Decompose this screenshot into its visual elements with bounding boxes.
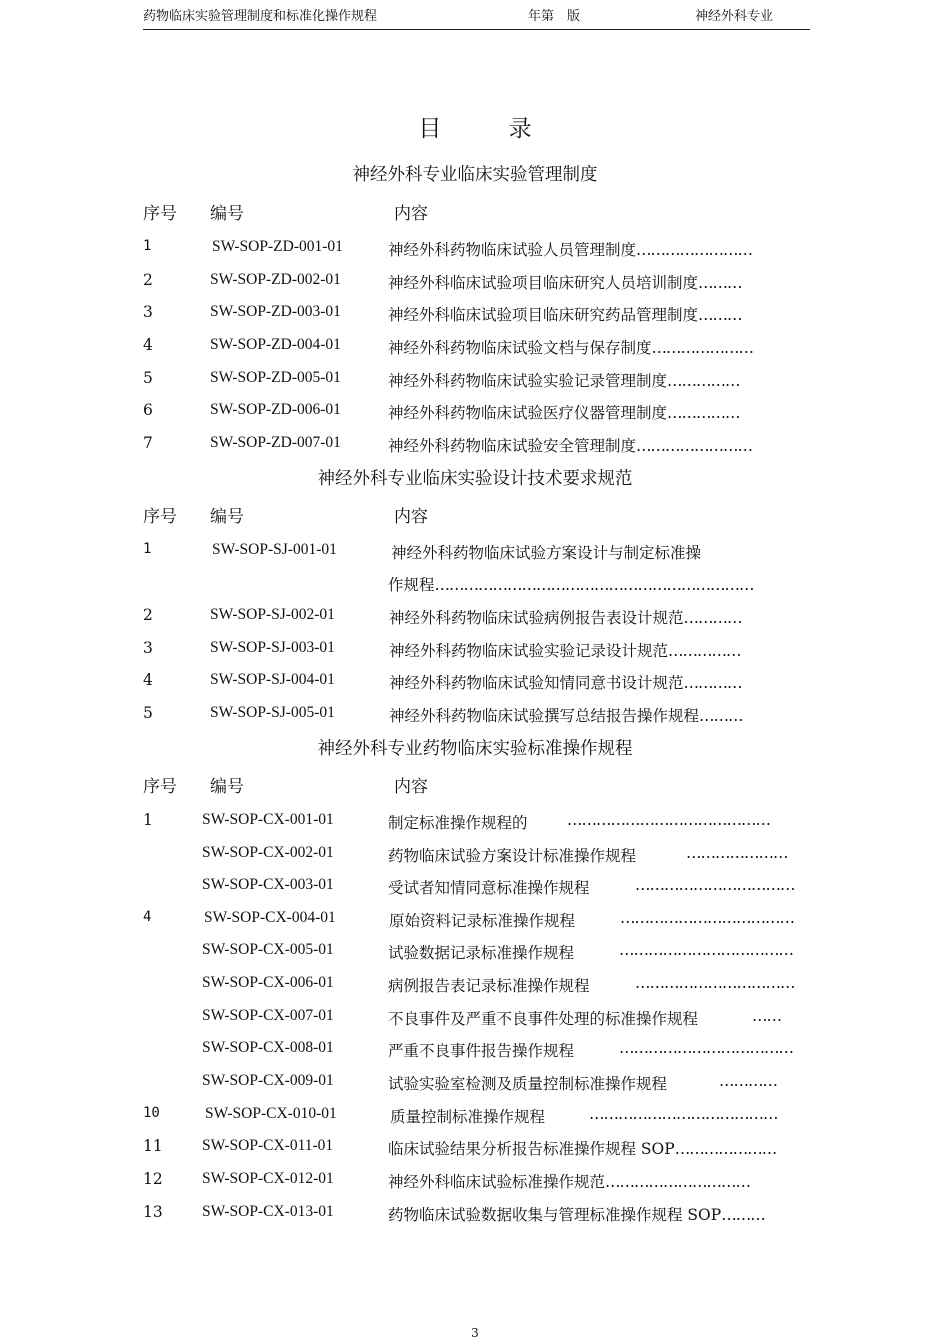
row-leader: …………………… [636, 241, 753, 259]
row-number: 4 [143, 671, 153, 689]
col-content: 内容 [394, 204, 428, 224]
col-code: 编号 [210, 204, 244, 224]
row-code: SW-SOP-ZD-001-01 [212, 238, 343, 255]
toc-row[interactable] [143, 271, 810, 295]
row-leader: …… [752, 1007, 781, 1025]
toc-row[interactable] [143, 671, 810, 695]
toc-row[interactable] [143, 1105, 810, 1129]
row-leader: ……………………………… [620, 909, 794, 927]
row-code: SW-SOP-CX-008-01 [202, 1039, 334, 1056]
row-number: 5 [143, 369, 153, 387]
row-leader: ………………… [674, 1140, 777, 1158]
row-content [388, 369, 740, 391]
column-header [143, 199, 810, 223]
toc-row[interactable] [143, 401, 810, 425]
row-content-text: 神经外科药物临床试验实验记录设计规范 [389, 642, 669, 660]
row-content-text: 试验数据记录标准操作规程 [388, 944, 575, 962]
row-content [388, 336, 753, 358]
column-header [143, 502, 810, 526]
row-content [388, 1203, 765, 1225]
toc-row[interactable] [143, 704, 810, 728]
row-number: 13 [143, 1203, 163, 1221]
row-content-text: 神经外科临床试验项目临床研究药品管理制度 [388, 306, 699, 324]
toc-row[interactable] [143, 811, 810, 835]
row-content-text: 神经外科药物临床试验医疗仪器管理制度 [388, 404, 668, 422]
row-number: 1 [143, 811, 153, 829]
row-leader: ………………………… [605, 1173, 751, 1191]
row-content [388, 303, 742, 325]
row-content-text: 神经外科药物临床试验方案设计与制定标准操 [391, 544, 702, 562]
toc-row[interactable] [143, 639, 810, 663]
row-number: 6 [143, 401, 153, 419]
row-content-text: 不良事件及严重不良事件处理的标准操作规程 [388, 1010, 699, 1028]
row-code: SW-SOP-CX-003-01 [202, 876, 334, 893]
toc-row[interactable] [143, 369, 810, 393]
row-number: 2 [143, 606, 153, 624]
row-leader: ………… [719, 1072, 777, 1090]
col-code: 编号 [210, 777, 244, 797]
row-content [389, 639, 741, 661]
toc-row[interactable] [143, 541, 810, 565]
row-leader: ……… [698, 306, 742, 324]
row-leader: …………… [667, 404, 740, 422]
toc-row[interactable] [143, 844, 810, 868]
row-number: 1 [143, 541, 152, 557]
row-leader: …………………………………… [567, 811, 770, 829]
row-leader: ………… [683, 674, 742, 692]
row-code: SW-SOP-ZD-007-01 [210, 434, 341, 451]
row-content-text: 制定标准操作规程的 [388, 814, 528, 832]
toc-row[interactable] [143, 941, 810, 965]
section-title-design: 神经外科专业临床实验设计技术要求规范 [317, 469, 633, 489]
toc-row[interactable] [143, 238, 810, 262]
row-code: SW-SOP-CX-012-01 [202, 1170, 334, 1187]
row-content-text: 药物临床试验数据收集与管理标准操作规程 SOP [388, 1206, 722, 1224]
row-code: SW-SOP-CX-010-01 [205, 1105, 337, 1122]
toc-row[interactable] [143, 1137, 810, 1161]
row-leader: ………………… [651, 339, 754, 357]
toc-title: 目 录 [418, 116, 562, 142]
row-code: SW-SOP-SJ-001-01 [212, 541, 337, 558]
row-leader: ………… [683, 609, 742, 627]
section-title-management: 神经外科专业临床实验管理制度 [352, 165, 598, 185]
col-number: 序号 [143, 204, 177, 224]
row-number: 1 [143, 238, 152, 254]
row-leader: …………………… [636, 437, 753, 455]
column-header [143, 772, 810, 796]
row-number: 2 [143, 271, 153, 289]
toc-row[interactable] [143, 1039, 810, 1063]
row-content-text: 病例报告表记录标准操作规程 [388, 977, 590, 995]
row-content-text: 药物临床试验方案设计标准操作规程 [388, 847, 637, 865]
header-doc-title: 药物临床实验管理制度和标准化操作规程 [143, 9, 378, 24]
row-leader: ……… [699, 707, 743, 725]
row-code: SW-SOP-ZD-002-01 [210, 271, 341, 288]
row-code: SW-SOP-SJ-003-01 [210, 639, 335, 656]
toc-row[interactable] [143, 876, 810, 900]
row-number: 4 [143, 336, 153, 354]
toc-row[interactable] [143, 606, 810, 630]
row-content-text: 作规程 [388, 576, 435, 594]
toc-row[interactable] [143, 303, 810, 327]
row-number: 10 [143, 1105, 160, 1121]
row-content [388, 1137, 776, 1159]
row-content-text: 神经外科药物临床试验安全管理制度 [388, 437, 637, 455]
col-content: 内容 [394, 507, 428, 527]
row-content-text: 受试者知情同意标准操作规程 [388, 879, 590, 897]
row-leader: ……………………………… [619, 1039, 793, 1057]
page-header [143, 0, 810, 30]
toc-row[interactable] [143, 1170, 810, 1194]
toc-row[interactable] [143, 1203, 810, 1227]
row-number: 3 [143, 303, 153, 321]
col-content: 内容 [394, 777, 428, 797]
row-content [389, 704, 743, 726]
toc-row[interactable] [143, 909, 810, 933]
row-content [388, 401, 740, 423]
header-edition: 年第 版 [528, 9, 581, 24]
row-code: SW-SOP-SJ-002-01 [210, 606, 335, 623]
row-content-text: 神经外科药物临床试验撰写总结报告操作规程 [389, 707, 700, 725]
toc-row[interactable] [143, 434, 810, 458]
row-content [388, 271, 742, 293]
row-code: SW-SOP-CX-004-01 [204, 909, 336, 926]
toc-row[interactable] [143, 974, 810, 998]
row-number: 7 [143, 434, 153, 452]
row-code: SW-SOP-CX-001-01 [202, 811, 334, 828]
row-content-text: 神经外科药物临床试验实验记录管理制度 [388, 372, 668, 390]
row-content-text: 神经外科临床试验标准操作规范 [388, 1173, 606, 1191]
toc-row-continuation [143, 573, 810, 597]
toc-row[interactable] [143, 336, 810, 360]
row-content [388, 434, 752, 456]
col-number: 序号 [143, 777, 177, 797]
row-number: 4 [143, 909, 152, 925]
row-code: SW-SOP-ZD-006-01 [210, 401, 341, 418]
row-content [388, 573, 754, 595]
row-leader: ……… [721, 1206, 765, 1224]
row-code: SW-SOP-CX-013-01 [202, 1203, 334, 1220]
row-code: SW-SOP-CX-005-01 [202, 941, 334, 958]
col-number: 序号 [143, 507, 177, 527]
row-number: 12 [143, 1170, 163, 1188]
row-leader: …………………………… [635, 974, 795, 992]
page-number: 3 [471, 1326, 479, 1340]
row-code: SW-SOP-ZD-005-01 [210, 369, 341, 386]
row-content-text: 试验实验室检测及质量控制标准操作规程 [388, 1075, 668, 1093]
row-code: SW-SOP-CX-009-01 [202, 1072, 334, 1089]
row-content-text: 临床试验结果分析报告标准操作规程 SOP [388, 1140, 675, 1158]
row-code: SW-SOP-CX-006-01 [202, 974, 334, 991]
row-number: 11 [143, 1137, 163, 1155]
row-number: 5 [143, 704, 153, 722]
row-code: SW-SOP-CX-007-01 [202, 1007, 334, 1024]
row-code: SW-SOP-SJ-005-01 [210, 704, 335, 721]
row-code: SW-SOP-ZD-004-01 [210, 336, 341, 353]
row-content-text: 神经外科药物临床试验病例报告表设计规范 [389, 609, 684, 627]
row-leader: …………… [667, 372, 740, 390]
row-content-text: 神经外科药物临床试验知情同意书设计规范 [389, 674, 684, 692]
row-code: SW-SOP-ZD-003-01 [210, 303, 341, 320]
row-code: SW-SOP-CX-002-01 [202, 844, 334, 861]
row-content-text: 神经外科药物临床试验文档与保存制度 [388, 339, 652, 357]
row-content [388, 238, 752, 260]
row-code: SW-SOP-CX-011-01 [202, 1137, 334, 1154]
row-content [388, 1170, 750, 1192]
row-leader: ………………… [686, 844, 788, 862]
row-content-text: 原始资料记录标准操作规程 [389, 912, 576, 930]
col-code: 编号 [210, 507, 244, 527]
row-leader: ………………………………… [589, 1105, 778, 1123]
section-title-sop: 神经外科专业药物临床实验标准操作规程 [317, 739, 633, 759]
row-leader: ……… [698, 274, 742, 292]
row-content-text: 神经外科临床试验项目临床研究人员培训制度 [388, 274, 699, 292]
toc-row[interactable] [143, 1007, 810, 1031]
row-leader: ……………………………… [619, 941, 793, 959]
row-content-text: 严重不良事件报告操作规程 [388, 1042, 575, 1060]
row-content [389, 671, 742, 693]
row-leader: …………………………… [635, 876, 795, 894]
toc-row[interactable] [143, 1072, 810, 1096]
row-content-text: 神经外科药物临床试验人员管理制度 [388, 241, 637, 259]
header-department: 神经外科专业 [695, 9, 774, 24]
row-content-text: 质量控制标准操作规程 [390, 1108, 546, 1126]
row-content [389, 606, 742, 628]
row-number: 3 [143, 639, 153, 657]
row-code: SW-SOP-SJ-004-01 [210, 671, 335, 688]
row-leader: ………………………………………………………… [434, 576, 754, 594]
row-leader: …………… [668, 642, 741, 660]
